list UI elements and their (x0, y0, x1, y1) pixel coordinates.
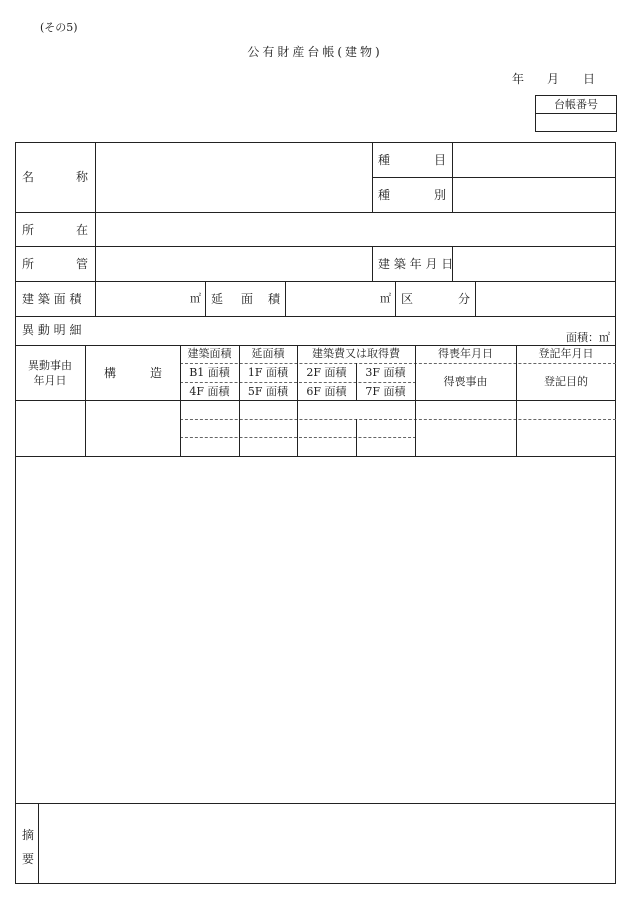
floor-area-unit: ㎡ (380, 292, 391, 305)
col-reason-line1: 異動事由 (28, 359, 72, 372)
col-reason-line2: 年月日 (33, 374, 67, 387)
kind-field[interactable] (458, 184, 610, 206)
building-area-unit: ㎡ (190, 292, 201, 305)
remarks-label-part1: 摘 (22, 828, 35, 842)
col-structure-part1: 構 (104, 366, 117, 380)
col-registration-date: 登記年月日 (538, 347, 594, 360)
col-acquisition-reason: 得喪事由 (443, 375, 488, 388)
col-7f-area: 7F 面積 (365, 385, 406, 398)
jurisdiction-label-part2: 管 (76, 257, 89, 271)
kind-label-part1: 種 (378, 188, 391, 202)
name-label-part2: 称 (76, 170, 89, 184)
location-field[interactable] (100, 220, 610, 240)
page-title: 公有財産台帳(建物) (247, 45, 383, 59)
floor-area-label-part2: 面 (241, 292, 254, 306)
date-day-label: 日 (583, 72, 596, 86)
col-floor-area: 延面積 (251, 347, 285, 360)
col-6f-area: 6F 面積 (306, 385, 347, 398)
division-label-part1: 区 (401, 292, 414, 306)
col-registration-purpose: 登記目的 (544, 375, 588, 388)
ledger-number-label: 台帳番号 (554, 98, 598, 111)
table-row-structure-cell[interactable] (86, 401, 179, 455)
division-field[interactable] (481, 289, 610, 309)
name-field[interactable] (100, 150, 366, 206)
name-label-part1: 名 (22, 170, 35, 184)
jurisdiction-field[interactable] (100, 254, 366, 274)
floor-area-field[interactable] (290, 289, 375, 309)
type-label-part2: 目 (434, 153, 447, 167)
date-year-label: 年 (512, 72, 525, 86)
col-acquisition-date: 得喪年月日 (438, 347, 493, 360)
area-unit-note: 面積：㎡ (566, 331, 610, 344)
page-label: (その5) (40, 21, 78, 34)
ledger-number-field[interactable] (540, 117, 612, 129)
col-4f-area: 4F 面積 (189, 385, 230, 398)
type-field[interactable] (458, 150, 610, 172)
build-date-field[interactable] (458, 254, 610, 274)
date-month-label: 月 (547, 72, 560, 86)
division-label-part2: 分 (458, 292, 471, 306)
col-cost: 建築費又は取得費 (312, 347, 400, 360)
col-1f-area: 1F 面積 (247, 366, 289, 379)
floor-area-label-part3: 積 (268, 292, 281, 306)
location-label-part1: 所 (22, 223, 35, 237)
floor-area-label-part1: 延 (211, 292, 224, 306)
col-building-area: 建築面積 (187, 347, 232, 360)
building-area-label: 建 築 面 積 (22, 292, 82, 306)
location-label-part2: 在 (76, 223, 89, 237)
jurisdiction-label-part1: 所 (22, 257, 35, 271)
col-b1-area: B1 面積 (189, 366, 230, 379)
build-date-label: 建 築 年 月 日 (378, 257, 454, 271)
table-row-reason-cell[interactable] (16, 401, 84, 455)
change-details-blank-area (16, 457, 615, 802)
col-5f-area: 5F 面積 (247, 385, 289, 398)
col-3f-area: 3F 面積 (365, 366, 406, 379)
building-area-field[interactable] (100, 289, 185, 309)
kind-label-part2: 別 (434, 188, 447, 202)
remarks-label-part2: 要 (22, 852, 35, 866)
ledger-number-box (535, 95, 617, 132)
change-section-label: 異 動 明 細 (22, 323, 82, 337)
col-structure-part2: 造 (150, 366, 163, 380)
type-label-part1: 種 (378, 153, 391, 167)
remarks-field[interactable] (44, 810, 610, 878)
col-2f-area: 2F 面積 (306, 366, 347, 379)
